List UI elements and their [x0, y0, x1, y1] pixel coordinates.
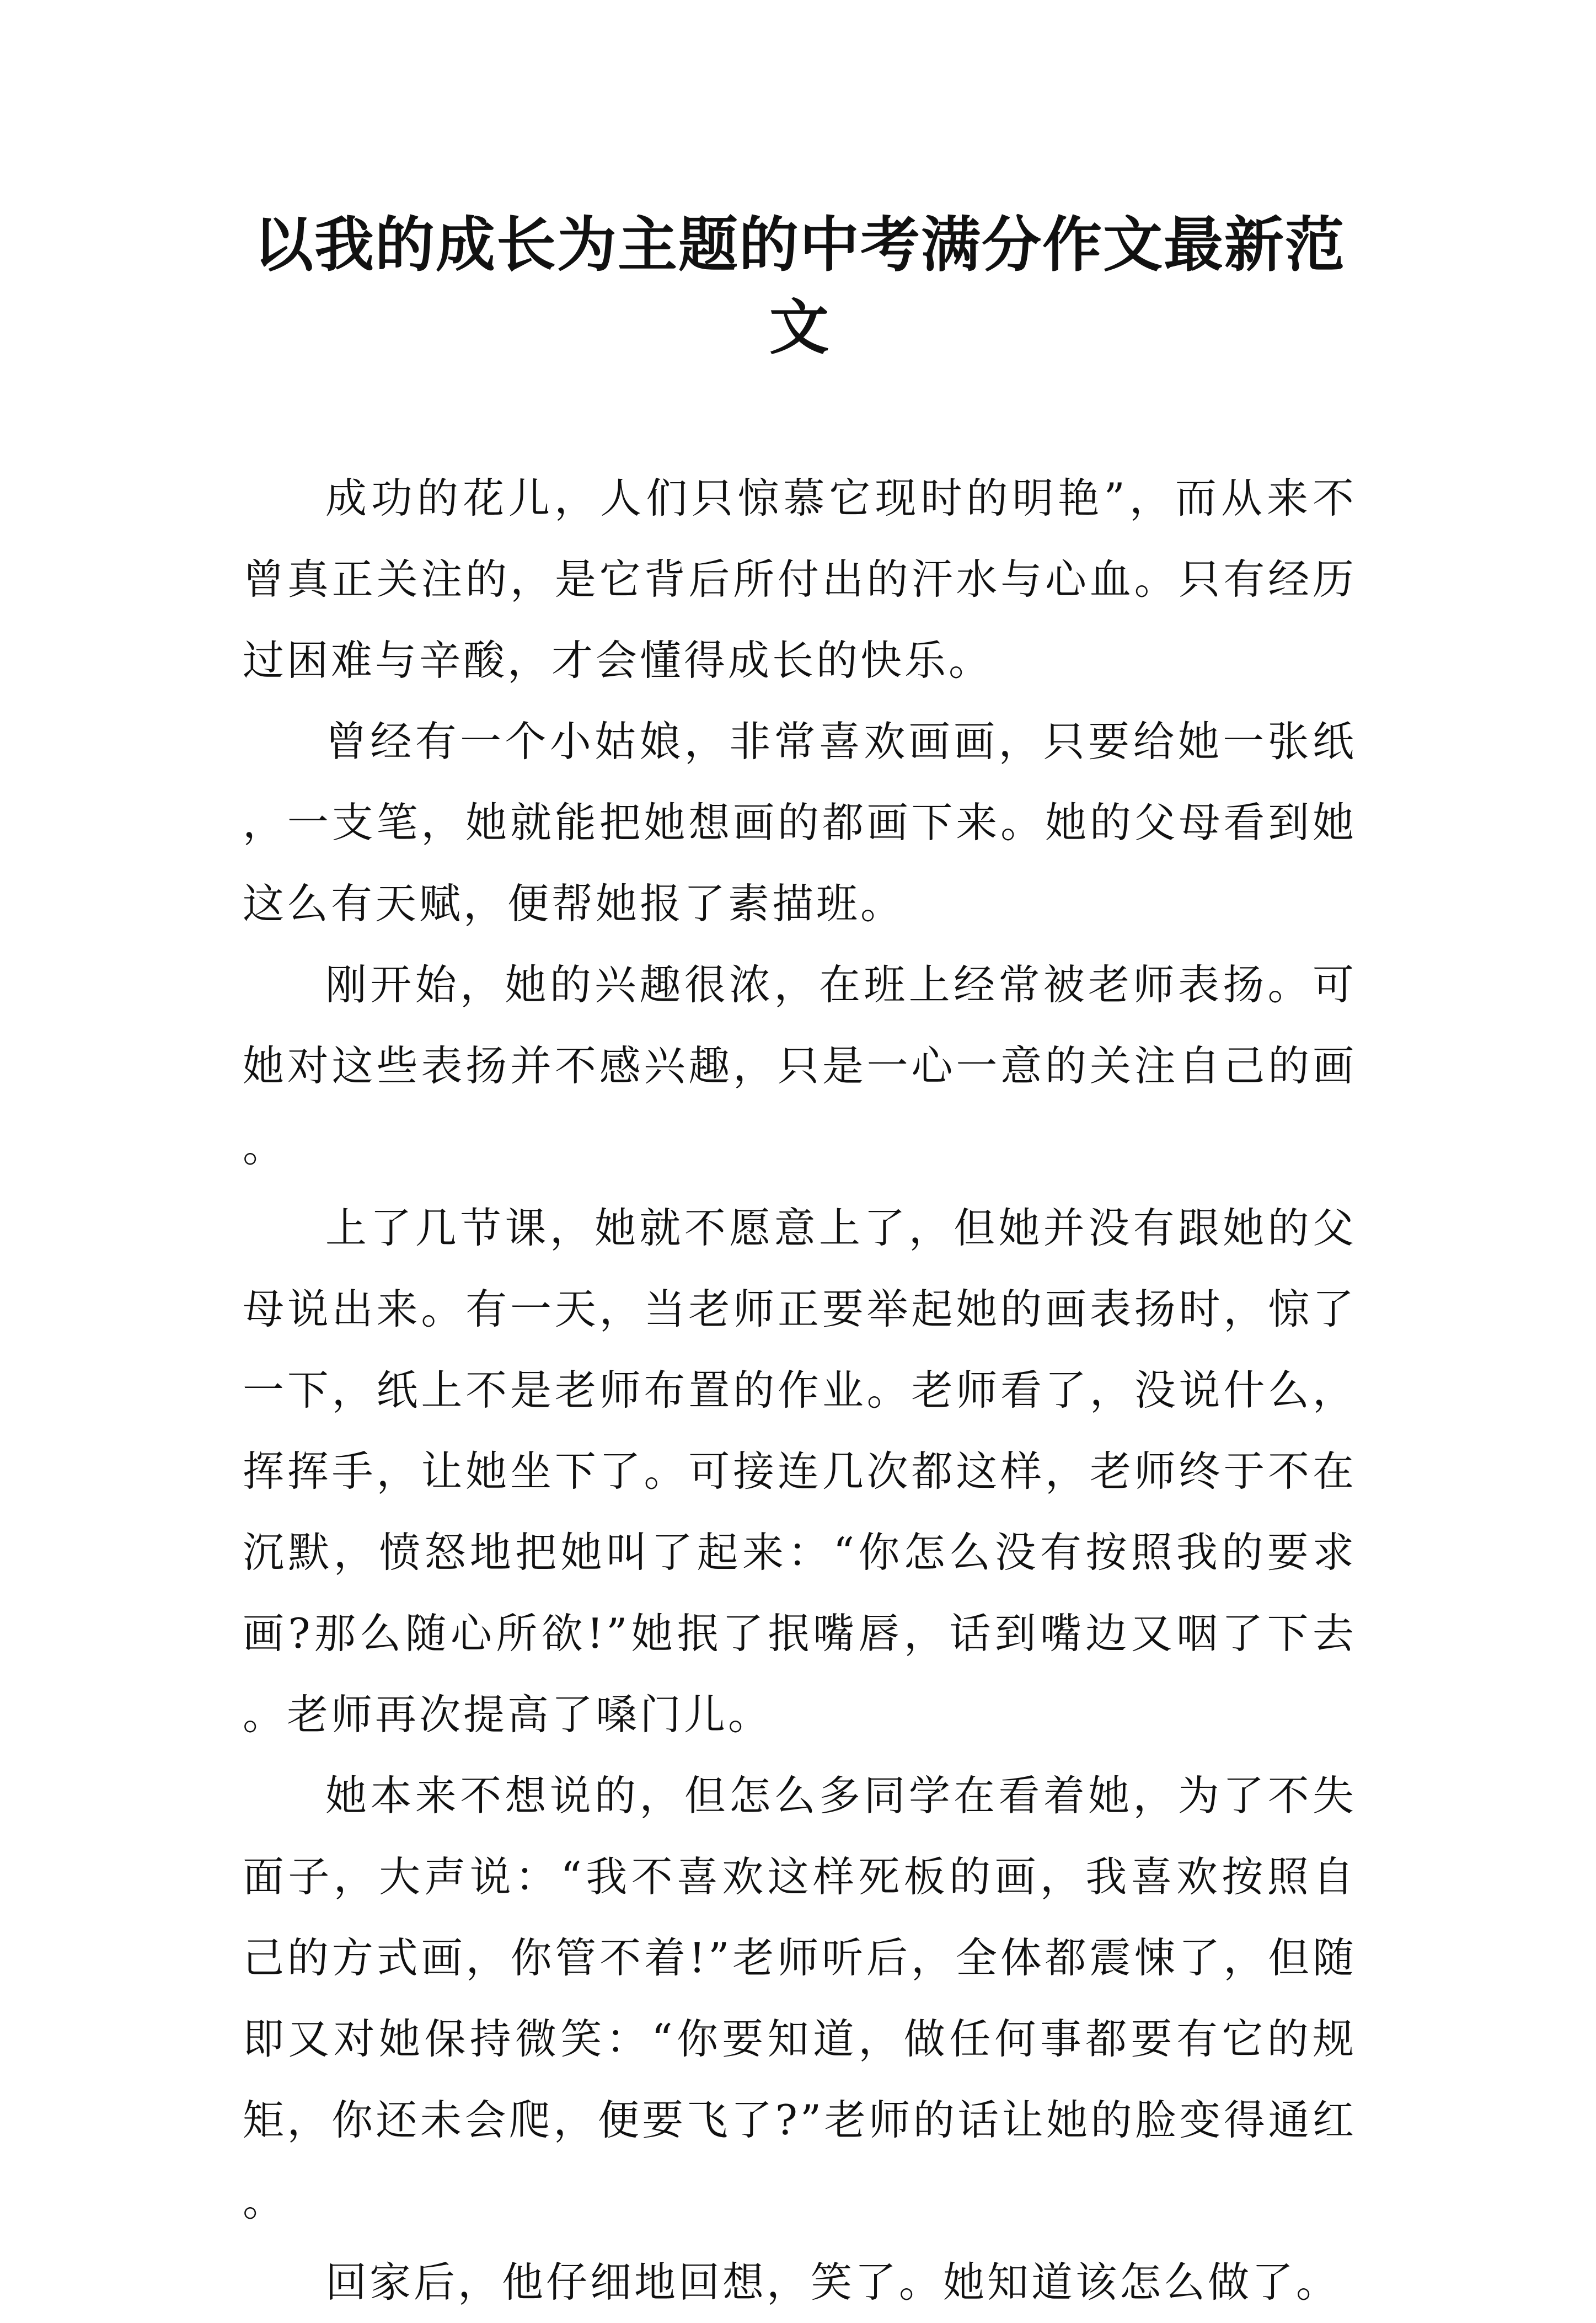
paragraph: 成功的花儿，人们只惊慕它现时的明艳”，而从来不曾真正关注的，是它背后所付出的汗水与心血。只有经历过困难与辛酸，才会懂得成长的快乐。	[243, 474, 1357, 685]
document-body	[243, 458, 1357, 2323]
paragraph: 回家后，他仔细地回想，笑了。她知道该怎么做了。	[325, 2258, 1341, 2306]
paragraph: 刚开始，她的兴趣很浓，在班上经常被老师表扬。可她对这些表扬并不感兴趣，只是一心一意的关注自己的画。	[243, 960, 1357, 1171]
paragraph: 上了几节课，她就不愿意上了，但她并没有跟她的父母说出来。有一天，当老师正要举起她的画表扬时，惊了一下，纸上不是老师布置的作业。老师看了，没说什么，挥挥手，让她坐下了。可接连几次都这样，老师终于不在沉默，愤怒地把她叫了起来：“你怎么没有按照我的要求画?那么随心所欲!”她抿了抿嘴唇，话到嘴边又咽了下去。老师再次提高了嗓门儿。	[243, 1204, 1357, 1739]
document-title: 以我的成长为主题的中考满分作文最新范文	[253, 211, 1346, 362]
paragraph: 她本来不想说的，但怎么多同学在看着她，为了不失面子，大声说：“我不喜欢这样死板的画，我喜欢按照自己的方式画，你管不着!”老师听后，全体都震悚了，但随即又对她保持微笑：“你要知道，做任何事都要有它的规矩，你还未会爬，便要飞了?”老师的话让她的脸变得通红。	[243, 1771, 1357, 2225]
paragraph: 曾经有一个小姑娘，非常喜欢画画，只要给她一张纸，一支笔，她就能把她想画的都画下来。她的父母看到她这么有天赋，便帮她报了素描班。	[243, 717, 1357, 928]
